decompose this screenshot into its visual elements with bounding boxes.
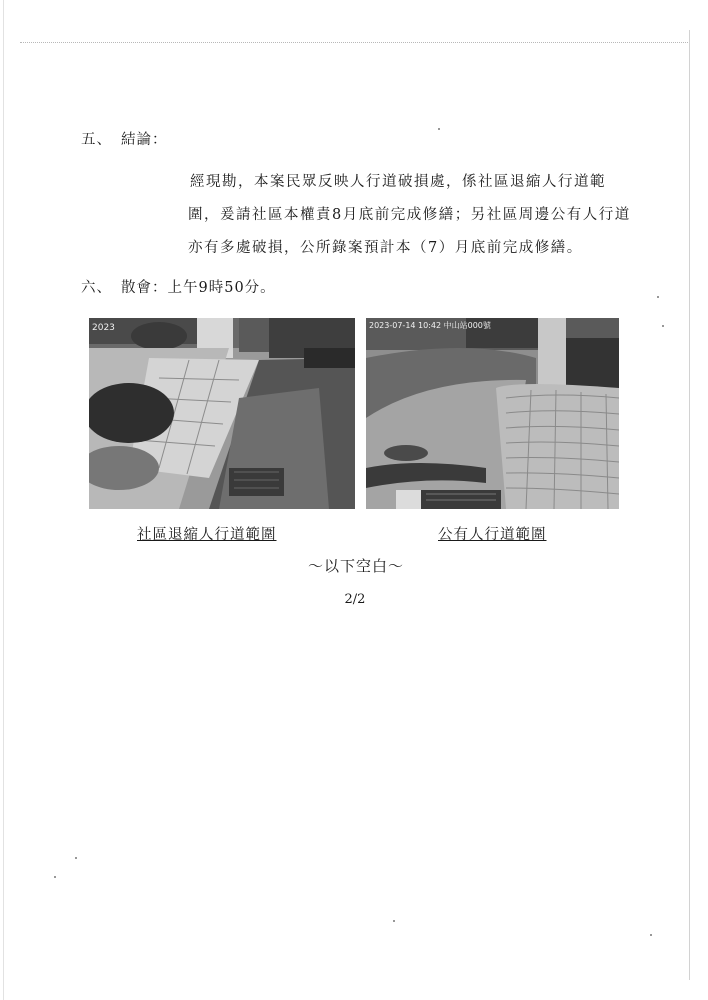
scan-edge-top <box>20 42 688 43</box>
scan-speck <box>650 934 652 936</box>
photo-caption-community: 社區退縮人行道範圍 <box>137 527 277 543</box>
section-number: 六、 <box>81 280 112 296</box>
section-adjourn-heading <box>81 276 276 297</box>
end-of-content-note: ～以下空白～ <box>307 557 404 575</box>
section-number: 五、 <box>81 132 112 148</box>
page-number: 2/2 <box>344 592 366 607</box>
conclusion-line: 亦有多處破損，公所錄案預計本（7）月底前完成修繕。 <box>188 240 583 256</box>
conclusion-line: 圍，爰請社區本權責8月底前完成修繕；另社區周邊公有人行道 <box>188 207 631 223</box>
photo-public-sidewalk-image <box>366 318 619 509</box>
scan-speck <box>438 128 440 130</box>
scan-edge-left <box>3 0 4 1000</box>
conclusion-line: 經現勘，本案民眾反映人行道破損處，係社區退縮人行道範 <box>190 174 606 190</box>
photo-community-sidewalk-image <box>89 318 355 509</box>
scan-speck <box>75 857 77 859</box>
photo-community-sidewalk <box>89 318 355 509</box>
photo-caption-public: 公有人行道範圍 <box>438 527 547 543</box>
section-conclusion-heading <box>81 128 168 149</box>
conclusion-paragraph <box>190 166 640 265</box>
photo-date-stamp: 2023 <box>92 323 115 333</box>
scan-speck <box>393 920 395 922</box>
photo-public-sidewalk <box>366 318 619 509</box>
section-title: 結論： <box>121 132 168 148</box>
photo-date-stamp: 2023-07-14 10:42 中山站000號 <box>369 321 491 330</box>
scan-speck <box>657 296 659 298</box>
scan-speck <box>662 325 664 327</box>
section-title: 散會：上午9時50分。 <box>121 280 276 296</box>
scan-edge-right <box>689 30 690 980</box>
scan-speck <box>54 876 56 878</box>
